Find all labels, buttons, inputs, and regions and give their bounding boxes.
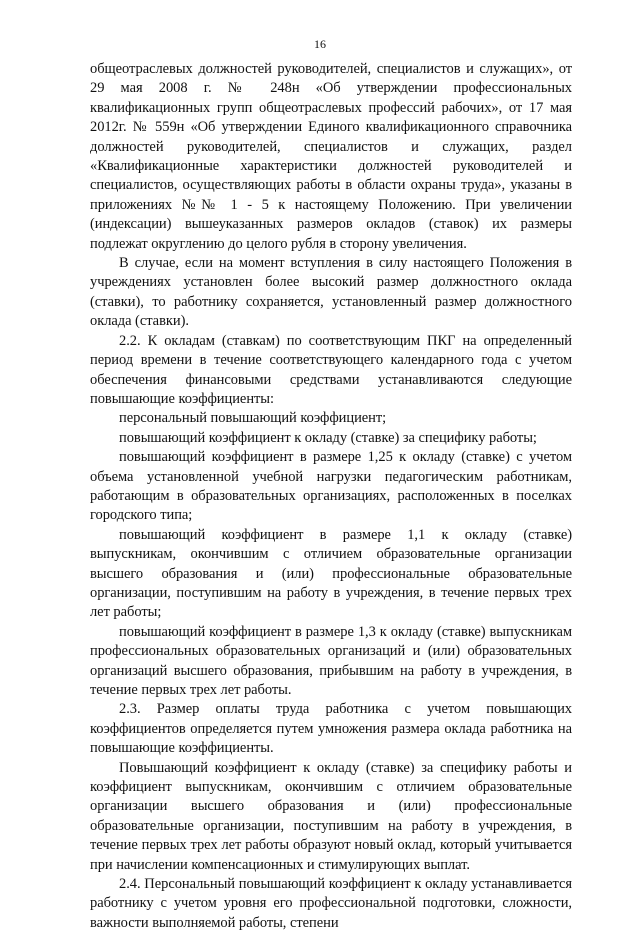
list-item-personal-coefficient: персональный повышающий коэффициент;: [119, 410, 387, 427]
paragraph-higher-salary-case: В случае, если на момент вступления в силу настоящего Положения в учреждениях установлен более высокий размер должностного оклада (ставки), то работнику сохраняется, установленный размер должностного оклада (ставки).: [90, 255, 572, 330]
paragraph-section-2-3: 2.3. Размер оплаты труда работника с учетом повышающих коэффициентов определяется путем умножения размера оклада работника на повышающие коэффициенты.: [90, 701, 572, 757]
document-body: [90, 60, 572, 933]
page-number: 16: [314, 37, 326, 51]
list-item-specificity-coefficient: повышающий коэффициент к окладу (ставке) за специфику работы;: [119, 429, 537, 446]
list-item-coefficient-1-25: повышающий коэффициент в размере 1,25 к окладу (ставке) с учетом объема установленной учебной нагрузки педагогическим работникам, работающим в образовательных организациях, расположенных в поселках городского типа;: [90, 449, 572, 524]
paragraph-continuation: общеотраслевых должностей руководителей, специалистов и служащих», от 29 мая 2008 г. № 248н «Об утверждении профессиональных квалификационных групп общеотраслевых профессий рабочих», от 17 мая 2012г. № 559н «Об утверждении Единого квалификационного справочника должностей руководителей, специалистов и служащих, раздел «Квалификационные характеристики должностей руководителей и специалистов, осуществляющих работы в области охраны труда», указаны в приложениях №№ 1 - 5 к настоящему Положению. При увеличении (индексации) вышеуказанных размеров окладов (ставок) их размеры подлежат округлению до целого рубля в сторону увеличения.: [90, 61, 572, 252]
list-item-coefficient-1-3: повышающий коэффициент в размере 1,3 к окладу (ставке) выпускникам профессиональных образовательных организаций и (или) образовательных организаций высшего образования, прибывшим на работу в учреждения, в течение первых трех лет работы.: [90, 623, 572, 698]
paragraph-new-salary: Повышающий коэффициент к окладу (ставке) за специфику работы и коэффициент выпускникам, окончившим с отличием образовательные организации высшего образования и (или) профессиональные образовательные организации, поступившим на работу в учреждения, в течение первых трех лет работы образуют новый оклад, который учитывается при начислении компенсационных и стимулирующих выплат.: [90, 759, 572, 873]
paragraph-section-2-4: 2.4. Персональный повышающий коэффициент к окладу устанавливается работнику с учетом уровня его профессиональной подготовки, сложности, важности выполняемой работы, степени: [90, 876, 572, 931]
list-item-coefficient-1-1: повышающий коэффициент в размере 1,1 к окладу (ставке) выпускникам, окончившим с отличием образовательные организации высшего образования и (или) профессиональные образовательные организации, поступившим на работу в учреждения, в течение первых трех лет работы;: [90, 526, 572, 621]
paragraph-section-2-2: 2.2. К окладам (ставкам) по соответствующим ПКГ на определенный период времени в течение соответствующего календарного года с учетом обеспечения финансовыми средствами устанавливаются следующие повышающие коэффициенты:: [90, 332, 572, 407]
